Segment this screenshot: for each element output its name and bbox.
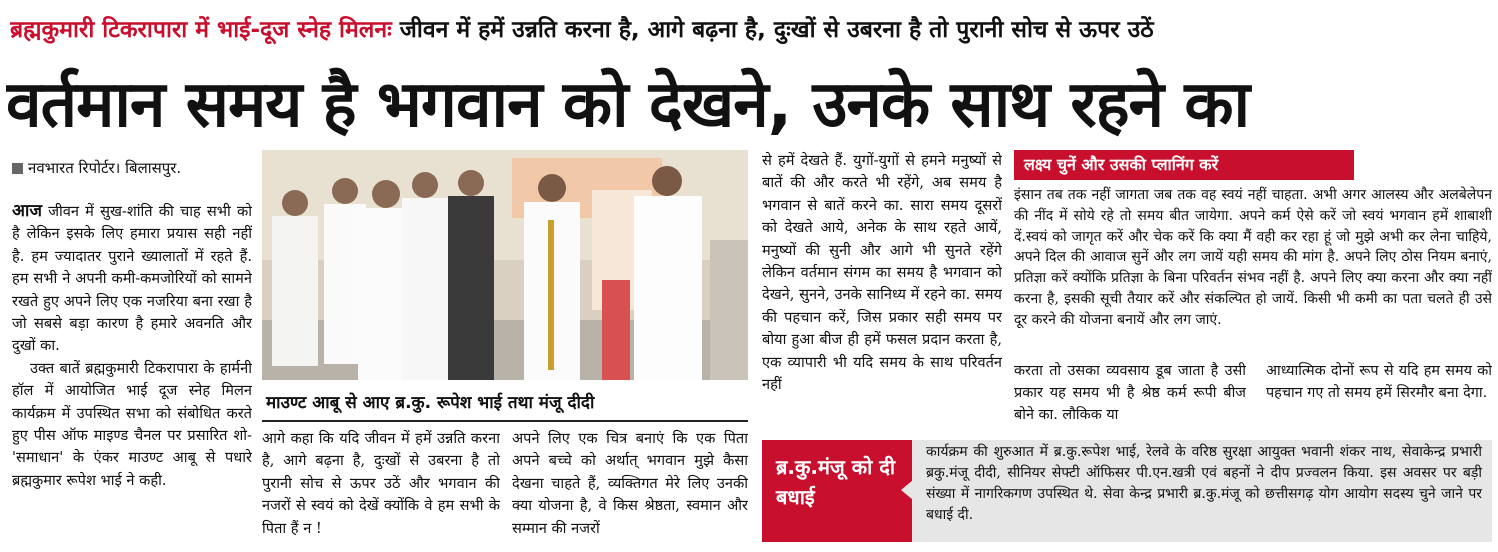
column-7: आध्यात्मिक दोनों रूप से यदि हम समय को पहचान गए तो समय हमें सिरमौर बना देगा. bbox=[1266, 363, 1492, 401]
byline-square-icon bbox=[12, 163, 23, 174]
event-photo-illustration bbox=[262, 150, 748, 380]
col1-lead-word: आज bbox=[12, 201, 42, 221]
sidebar-box-text: इंसान तब तक नहीं जागता जब तक वह स्वयं नहीं चाहता. अभी अगर आलस्य और अलबेलेपन की नींद में सोये रहे तो समय बीत जायेगा. अपने कर्म ऐसे करें जो स्वयं भगवान हमें शाबाशी दें.स्वयं को जागृत करें और चेक करें कि क्या मैं वही कर रहा हूं जो मुझे अभी कर लेना चाहिये, अपने दिल की आवाज सुनें और लग जायें यही समय की मांग है. अपने लिए ठोस नियम बनाएं, प्रतिज्ञा करें क्योंकि प्रतिज्ञा के बिना परिवर्तन संभव नहीं है. अपने लिए क्या करना और क्या नहीं करना है, इसकी सूची तैयार करें और संकल्पित हो जायें. किसी भी कमी का पता चलते ही उसे दूर करने की योजना बनायें और लग जाएं. bbox=[1014, 187, 1492, 328]
headline: वर्तमान समय है भगवान को देखने, उनके साथ रहने का bbox=[6, 68, 1250, 142]
column-1 bbox=[12, 200, 252, 546]
congrats-badge: ब्र.कु.मंजू को दी बधाई bbox=[762, 440, 912, 542]
kicker-red: ब्रह्मकुमारी टिकरापारा में भाई-दूज स्नेह मिलनः bbox=[10, 17, 392, 43]
kicker-line bbox=[10, 10, 1490, 50]
col1-para-2: उक्त बातें ब्रह्मकुमारी टिकरापारा के हार्मनी हॉल में आयोजित भाई दूज स्नेह मिलन कार्यक्रम में उपस्थित सभा को संबोधित करते हुए पीस ऑफ माइण्ड चैनल पर प्रसारित शो- 'समाधान' के एंकर माउण्ट आबू से पधारे ब्रह्मकुमार रूपेश भाई ने कही. bbox=[12, 359, 252, 489]
event-photo bbox=[262, 150, 748, 380]
byline-text: नवभारत रिपोर्टर। बिलासपुर. bbox=[28, 159, 182, 177]
column-6: करता तो उसका व्यवसाय डूब जाता है उसी प्रकार यह समय भी है श्रेष्ठ कर्म रूपी बीज बोने का. लौकिक या bbox=[1014, 363, 1246, 423]
congrats-text-box: कार्यक्रम की शुरुआत में ब्र.कु.रूपेश भाई, रेलवे के वरिष्ठ सुरक्षा आयुक्त भवानी शंकर नाथ, सेवाकेन्द्र प्रभारी ब्रकु.मंजू दीदी, सीनियर सेफ्टी ऑफिसर पी.एन.खत्री एवं बहनों ने दीप प्रज्वलन किया. इस अवसर पर बड़ी संख्या में नागरिकगण उपस्थित थे. सेवा केन्द्र प्रभारी ब्र.कु.मंजू को छत्तीसगढ़ योग आयोग सदस्य चुने जाने पर बधाई दी. bbox=[912, 440, 1492, 542]
photo-caption: माउण्ट आबू से आए ब्र.कु. रूपेश भाई तथा मंजू दीदी bbox=[262, 384, 748, 422]
byline bbox=[12, 155, 252, 181]
kicker-black: जीवन में हमें उन्नति करना है, आगे बढ़ना है, दुःखों से उबरना है तो पुरानी सोच से ऊपर उठें bbox=[399, 17, 1154, 43]
column-3: आगे कहा कि यदि जीवन में हमें उन्नति करना है, आगे बढ़ना है, दुःखों से उबरना है तो पुरानी सोच से ऊपर उठें और भगवान की नजरों से स्वयं को देखें क्योंकि वे हम सभी के पिता हैं न ! bbox=[262, 430, 500, 537]
sidebar-box-heading: लक्ष्य चुनें और उसकी प्लानिंग करें bbox=[1014, 150, 1354, 180]
col1-para-1 bbox=[12, 200, 252, 358]
col1-p1-text: जीवन में सुख-शांति की चाह सभी को है लेकिन इसके लिए हमारा प्रयास सही नहीं है. हम ज्यादातर पुराने ख्यालातों में रहते हैं. हम सभी ने अपनी कमी-कमजोरियों को सामने रखते हुए अपने लिए एक नजरिया बना रखा है जो सबसे बड़ा कारण है हमारे अवनति और दुखों का. bbox=[12, 203, 252, 355]
column-5: से हमें देखते हैं. युगों-युगों से हमने मनुष्यों से बातें की और करते भी रहेंगे, अब समय है भगवान से बातें करने का. सारा समय दूसरों को देखते आये, अनेक के साथ रहते आयें, मनुष्यों की सुनी और आगे भी सुनते रहेंगे लेकिन वर्तमान संगम का समय है भगवान को देखने, सुनने, उनके सानिध्य में रहने का. समय की पहचान करें, जिस प्रकार सही समय पर बोया हुआ बीज ही हमें फसल प्रदान करता है, एक व्यापारी भी यदि समय के साथ परिवर्तन नहीं bbox=[762, 152, 1002, 394]
column-4: अपने लिए एक चित्र बनाएं कि एक पिता अपने बच्चे को अर्थात् भगवान मुझे कैसा देखना चाहते हैं, व्यक्तिगत मेरे लिए उनकी क्या योजना है, वे किस श्रेष्ठता, स्वमान और सम्मान की नजरों bbox=[512, 430, 748, 537]
